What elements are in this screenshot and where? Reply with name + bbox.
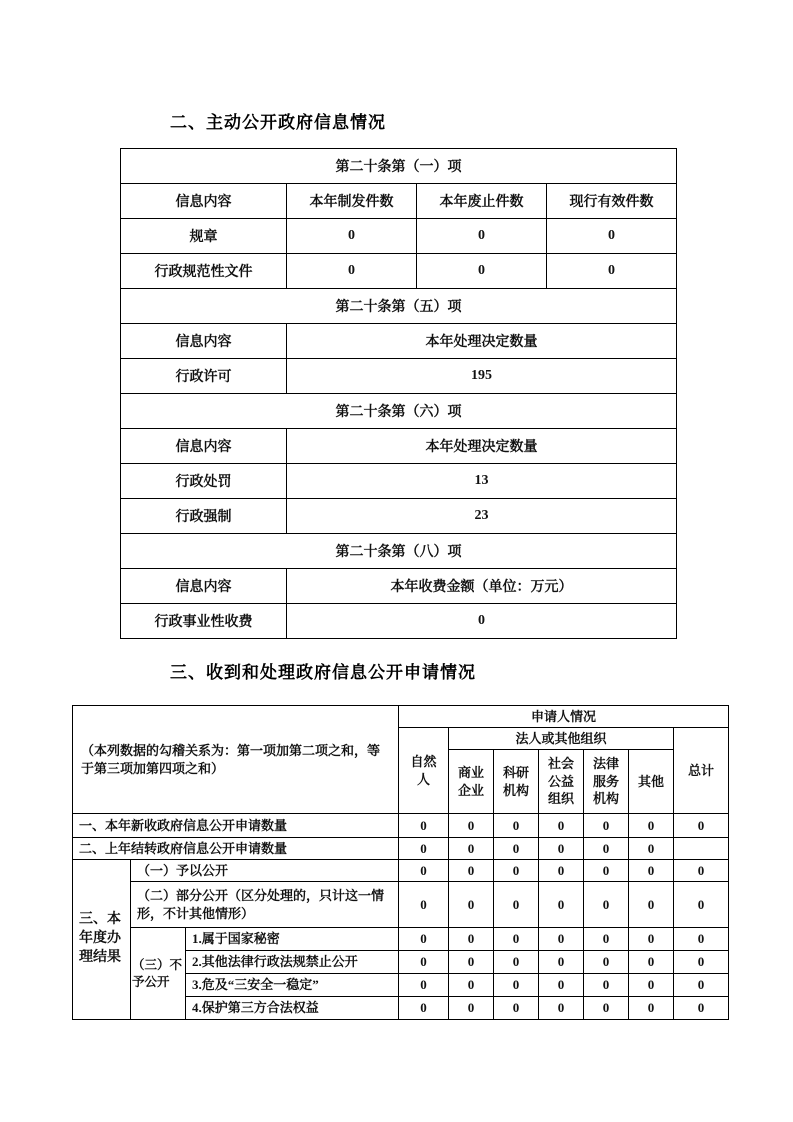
t2-col-header-total: 总计 [674, 728, 729, 814]
t2-cell: 0 [539, 928, 584, 951]
t2-cell-total: 0 [674, 951, 729, 974]
t1-row-label: 规章 [121, 219, 287, 254]
t2-cell: 0 [629, 951, 674, 974]
t2-cell: 0 [539, 974, 584, 997]
table-row [73, 860, 729, 882]
section2-title: 二、主动公开政府信息情况 [170, 113, 386, 132]
t2-cell: 0 [399, 974, 449, 997]
t2-cell-total: 0 [674, 928, 729, 951]
t2-col-header: 法律服务机构 [584, 750, 629, 814]
t2-cell: 0 [399, 997, 449, 1020]
table-row [73, 838, 729, 860]
t1-cell: 0 [417, 254, 547, 289]
t2-cell: 0 [399, 928, 449, 951]
t1-section-header: 第二十条第（一）项 [121, 149, 677, 184]
t2-cell: 0 [449, 951, 494, 974]
t2-col-header: 科研机构 [494, 750, 539, 814]
t2-row-label: 3.危及“三安全一稳定” [186, 974, 399, 997]
t2-row-label: 二、上年结转政府信息公开申请数量 [73, 838, 399, 860]
t1-col-header: 本年处理决定数量 [287, 429, 677, 464]
t2-cell-total: 0 [674, 997, 729, 1020]
t1-row-label: 行政处罚 [121, 464, 287, 499]
t1-col-header: 本年废止件数 [417, 184, 547, 219]
t1-cell: 0 [287, 219, 417, 254]
t1-cell: 0 [547, 254, 677, 289]
t2-cell: 0 [399, 951, 449, 974]
t2-cell: 0 [539, 997, 584, 1020]
t2-cell: 0 [629, 882, 674, 928]
t1-col-header: 现行有效件数 [547, 184, 677, 219]
t2-cell-total: 0 [674, 860, 729, 882]
t2-col-header: 社会公益组织 [539, 750, 584, 814]
t2-cell: 0 [584, 838, 629, 860]
t2-cell: 0 [629, 974, 674, 997]
section3-title: 三、收到和处理政府信息公开申请情况 [170, 663, 476, 682]
t2-cell-total: 0 [674, 882, 729, 928]
t2-cell-total: 0 [674, 974, 729, 997]
t2-cell: 0 [539, 882, 584, 928]
t1-section-header: 第二十条第（八）项 [121, 534, 677, 569]
t2-row-label: 一、本年新收政府信息公开申请数量 [73, 814, 399, 838]
t2-cell: 0 [494, 860, 539, 882]
t2-row-label: 4.保护第三方合法权益 [186, 997, 399, 1020]
t2-col-header-natural: 自然人 [399, 728, 449, 814]
t1-col-header: 本年制发件数 [287, 184, 417, 219]
table-row [121, 604, 677, 639]
t1-col-header: 信息内容 [121, 569, 287, 604]
table-row [121, 464, 677, 499]
t2-cell: 0 [584, 951, 629, 974]
t2-cell: 0 [494, 882, 539, 928]
t2-cell: 0 [494, 951, 539, 974]
t2-row-label: （二）部分公开（区分处理的，只计这一情形，不计其他情形） [131, 882, 399, 928]
t2-cell: 0 [399, 860, 449, 882]
t2-row-label: 2.其他法律行政法规禁止公开 [186, 951, 399, 974]
t1-cell: 195 [287, 359, 677, 394]
t2-cell: 0 [629, 860, 674, 882]
t2-header-applicant: 申请人情况 [399, 706, 729, 728]
t2-cell: 0 [539, 838, 584, 860]
t2-cell: 0 [449, 838, 494, 860]
t1-section-header: 第二十条第（六）项 [121, 394, 677, 429]
t2-cell: 0 [629, 928, 674, 951]
t1-cell: 0 [287, 604, 677, 639]
t2-cell: 0 [449, 882, 494, 928]
t2-cell: 0 [399, 882, 449, 928]
t2-col-header: 商业企业 [449, 750, 494, 814]
t2-cell-total [674, 838, 729, 860]
t1-section-header: 第二十条第（五）项 [121, 289, 677, 324]
t2-cell: 0 [449, 928, 494, 951]
t1-col-header: 信息内容 [121, 429, 287, 464]
t2-cell: 0 [449, 997, 494, 1020]
t2-cell: 0 [629, 814, 674, 838]
t2-cell: 0 [494, 928, 539, 951]
t1-row-label: 行政事业性收费 [121, 604, 287, 639]
t2-group-label-denied: （三）不予公开 [131, 928, 186, 1020]
table-row [73, 814, 729, 838]
table-row [121, 219, 677, 254]
table-row [73, 882, 729, 928]
t2-cell: 0 [494, 974, 539, 997]
t1-cell: 0 [547, 219, 677, 254]
t2-cell: 0 [584, 814, 629, 838]
table-row [121, 499, 677, 534]
t2-col-header: 其他 [629, 750, 674, 814]
t1-cell: 0 [287, 254, 417, 289]
t2-cell: 0 [494, 814, 539, 838]
t2-cell: 0 [449, 860, 494, 882]
t2-cell: 0 [584, 997, 629, 1020]
t2-cell: 0 [629, 997, 674, 1020]
t2-cell: 0 [539, 814, 584, 838]
t2-cell: 0 [399, 814, 449, 838]
t1-col-header: 本年处理决定数量 [287, 324, 677, 359]
t2-cell: 0 [539, 951, 584, 974]
t2-cell: 0 [584, 882, 629, 928]
t2-note: （本列数据的勾稽关系为：第一项加第二项之和，等于第三项加第四项之和） [73, 706, 399, 814]
t2-cell: 0 [539, 860, 584, 882]
t1-col-header: 信息内容 [121, 184, 287, 219]
t1-cell: 0 [417, 219, 547, 254]
table-row [121, 359, 677, 394]
t1-cell: 23 [287, 499, 677, 534]
t2-cell: 0 [584, 860, 629, 882]
t1-col-header: 信息内容 [121, 324, 287, 359]
t2-row-label: （一）予以公开 [131, 860, 399, 882]
t1-cell: 13 [287, 464, 677, 499]
t2-header-legal: 法人或其他组织 [449, 728, 674, 750]
t2-cell: 0 [494, 997, 539, 1020]
t1-row-label: 行政规范性文件 [121, 254, 287, 289]
t2-cell: 0 [449, 974, 494, 997]
t2-cell: 0 [584, 974, 629, 997]
t2-group-label-results: 三、本年度办理结果 [73, 860, 131, 1020]
t2-cell: 0 [629, 838, 674, 860]
t2-cell: 0 [584, 928, 629, 951]
table-row [73, 928, 729, 951]
table-row [121, 254, 677, 289]
t1-row-label: 行政强制 [121, 499, 287, 534]
t2-row-label: 1.属于国家秘密 [186, 928, 399, 951]
table-active-disclosure [120, 148, 677, 639]
t2-cell: 0 [494, 838, 539, 860]
t1-row-label: 行政许可 [121, 359, 287, 394]
t2-cell: 0 [449, 814, 494, 838]
t2-cell-total: 0 [674, 814, 729, 838]
table-disclosure-requests [72, 705, 729, 1020]
t1-col-header: 本年收费金额（单位：万元） [287, 569, 677, 604]
t2-cell: 0 [399, 838, 449, 860]
